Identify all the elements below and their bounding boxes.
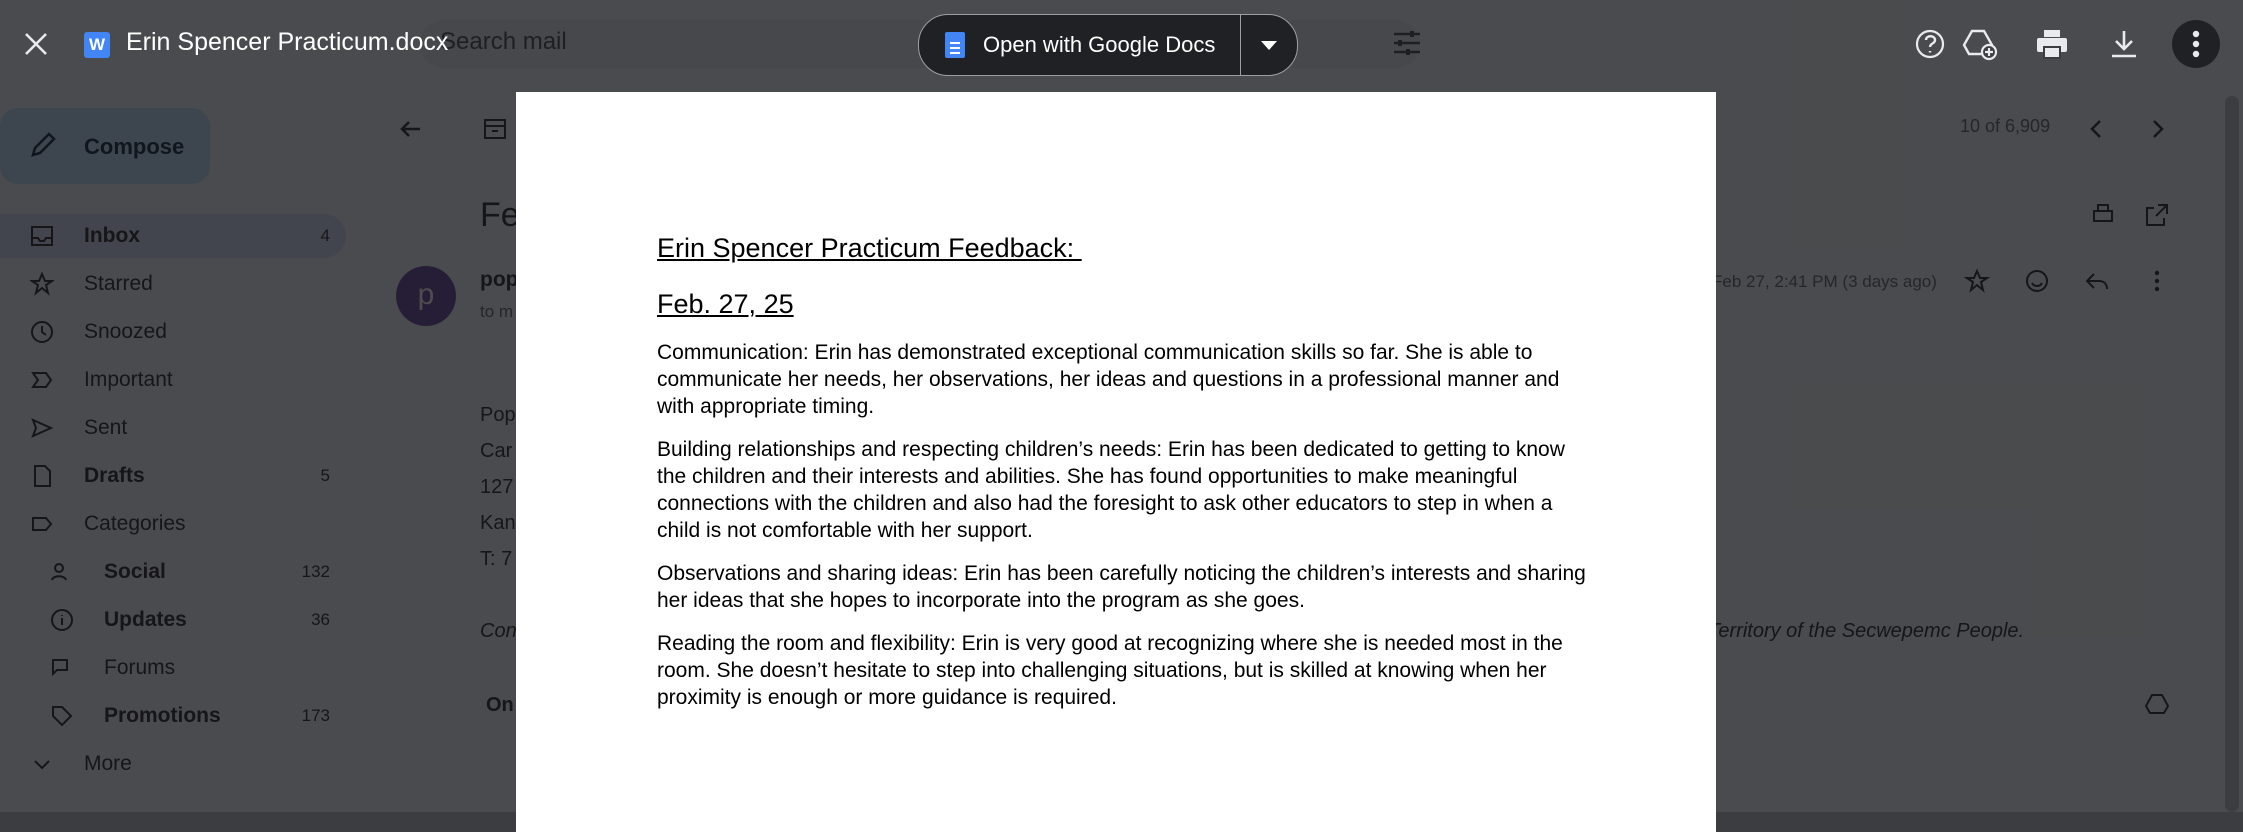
open-with-google-docs-button[interactable] [919,15,1241,75]
add-to-drive-button[interactable] [1958,22,2002,66]
print-icon [2035,28,2069,60]
document-page [516,92,1716,832]
document-paragraph: Observations and sharing ideas: Erin has been carefully noticing the children’s interests and sharing her ideas that she hopes to incorporate into the program as she goes. [657,561,1586,612]
word-file-icon: W [84,32,110,58]
open-with-group [918,14,1298,76]
download-icon [2109,28,2139,60]
google-docs-icon [945,32,965,58]
file-title: Erin Spencer Practicum.docx [126,28,449,56]
document-date: Feb. 27, 25 [657,289,794,320]
help-button[interactable] [1908,22,1952,66]
more-options-button[interactable] [2172,20,2220,68]
download-button[interactable] [2102,22,2146,66]
document-paragraph: Communication: Erin has demonstrated exceptional communication skills so far. She is able to communicate her needs, her observations, her ideas and questions in a professional manner and with appropriate timing. [657,340,1560,418]
document-paragraph: Reading the room and flexibility: Erin is very good at recognizing where she is needed most in the room. She doesn’t hesitate to step into challenging situations, but is skilled at knowing when her proximity is enough or more guidance is required. [657,631,1563,709]
open-with-dropdown-button[interactable] [1241,15,1297,75]
open-with-label: Open with Google Docs [983,32,1216,57]
document-content [657,232,1587,727]
print-button[interactable] [2030,22,2074,66]
help-icon [1914,28,1946,60]
viewer-toolbar [0,0,2243,88]
close-button[interactable] [14,22,58,66]
caret-down-icon [1261,41,1277,50]
document-heading: Erin Spencer Practicum Feedback: [657,233,1082,263]
document-paragraph: Building relationships and respecting children’s needs: Erin has been dedicated to getting to know the children and their interests and abilities. She has found opportunities to make meaningful connections with the children and also had the foresight to ask other educators to step in when a child is not comfortable with her support. [657,437,1565,542]
close-icon [23,31,49,57]
add-to-drive-icon [1962,27,1998,61]
more-vert-icon [2191,29,2201,59]
